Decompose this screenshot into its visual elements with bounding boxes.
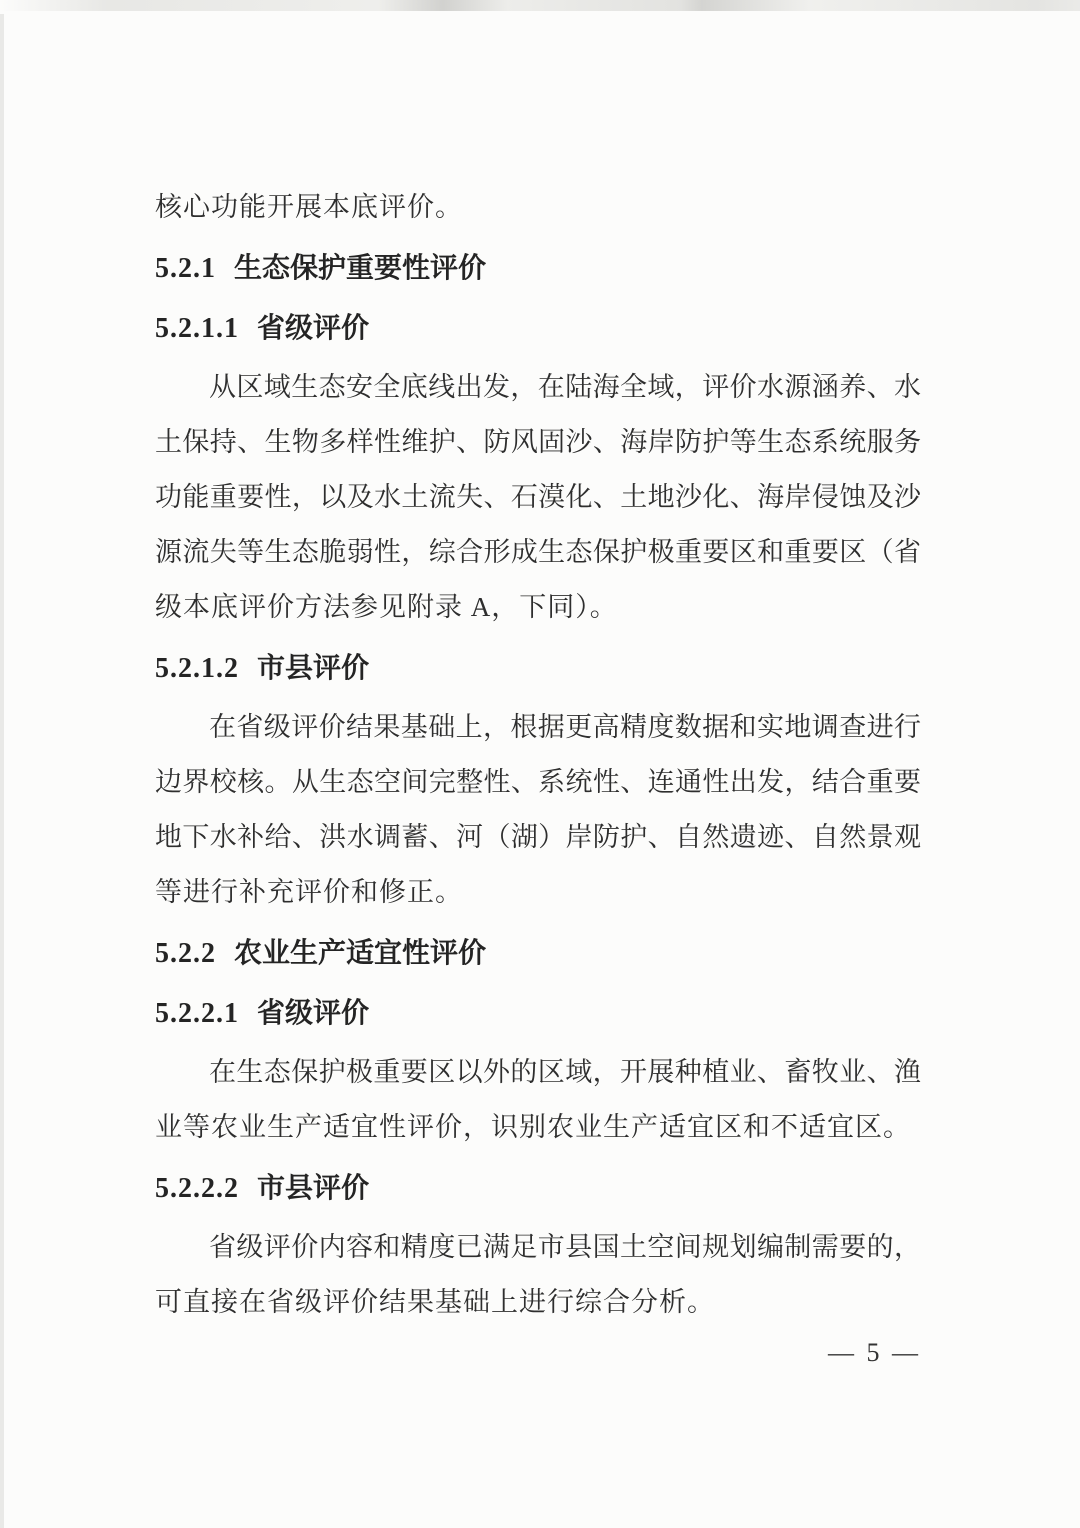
paragraph-line: 在生态保护极重要区以外的区域，开展种植业、畜牧业、渔 <box>209 1057 921 1087</box>
paragraph-line: 从区域生态安全底线出发，在陆海全域，评价水源涵养、水 <box>209 372 921 402</box>
paragraph-line: 功能重要性，以及水土流失、石漠化、土地沙化、海岸侵蚀及沙 <box>155 482 921 512</box>
section-heading-5-2-1-1 <box>155 300 921 355</box>
scan-left-edge-artifact <box>0 14 4 1528</box>
heading-number: 5.2.2.2 <box>155 1173 239 1204</box>
heading-number: 5.2.1 <box>155 253 216 284</box>
paragraph-line: 土保持、生物多样性维护、防风固沙、海岸防护等生态系统服务 <box>155 427 921 457</box>
heading-label: 农业生产适宜性评价 <box>234 937 487 968</box>
paragraph-last-line: 等进行补充评价和修正。 <box>155 877 463 907</box>
heading-label: 市县评价 <box>257 1172 370 1203</box>
heading-number: 5.2.2.1 <box>155 998 239 1029</box>
section-heading-5-2-2-2 <box>155 1160 921 1215</box>
section-heading-5-2-1-2 <box>155 640 921 695</box>
page-number: — 5 — <box>828 1338 921 1367</box>
heading-number: 5.2.2 <box>155 938 216 969</box>
paragraph-last-line: 业等农业生产适宜性评价，识别农业生产适宜区和不适宜区。 <box>155 1112 911 1142</box>
section-heading-5-2-2 <box>155 925 921 980</box>
paragraph-last-line: 可直接在省级评价结果基础上进行综合分析。 <box>155 1287 715 1317</box>
heading-number: 5.2.1.1 <box>155 313 239 344</box>
heading-number: 5.2.1.2 <box>155 653 239 684</box>
paragraph-line: 边界校核。从生态空间完整性、系统性、连通性出发，结合重要 <box>155 767 921 797</box>
heading-label: 省级评价 <box>257 997 370 1028</box>
paragraph-last-line: 级本底评价方法参见附录 A，下同）。 <box>155 592 618 622</box>
heading-label: 省级评价 <box>257 312 370 343</box>
heading-label: 市县评价 <box>257 652 370 683</box>
heading-label: 生态保护重要性评价 <box>234 252 487 283</box>
paragraph-line: 源流失等生态脆弱性，综合形成生态保护极重要区和重要区（省 <box>155 537 921 567</box>
page-body-text <box>155 0 921 1376</box>
paragraph-line: 地下水补给、洪水调蓄、河（湖）岸防护、自然遗迹、自然景观 <box>155 822 921 852</box>
paragraph-continuation-line: 核心功能开展本底评价。 <box>155 192 463 222</box>
paragraph-line: 在省级评价结果基础上，根据更高精度数据和实地调查进行 <box>209 712 921 742</box>
section-heading-5-2-1 <box>155 240 921 295</box>
paragraph-line: 省级评价内容和精度已满足市县国土空间规划编制需要的， <box>209 1232 921 1262</box>
section-heading-5-2-2-1 <box>155 985 921 1040</box>
